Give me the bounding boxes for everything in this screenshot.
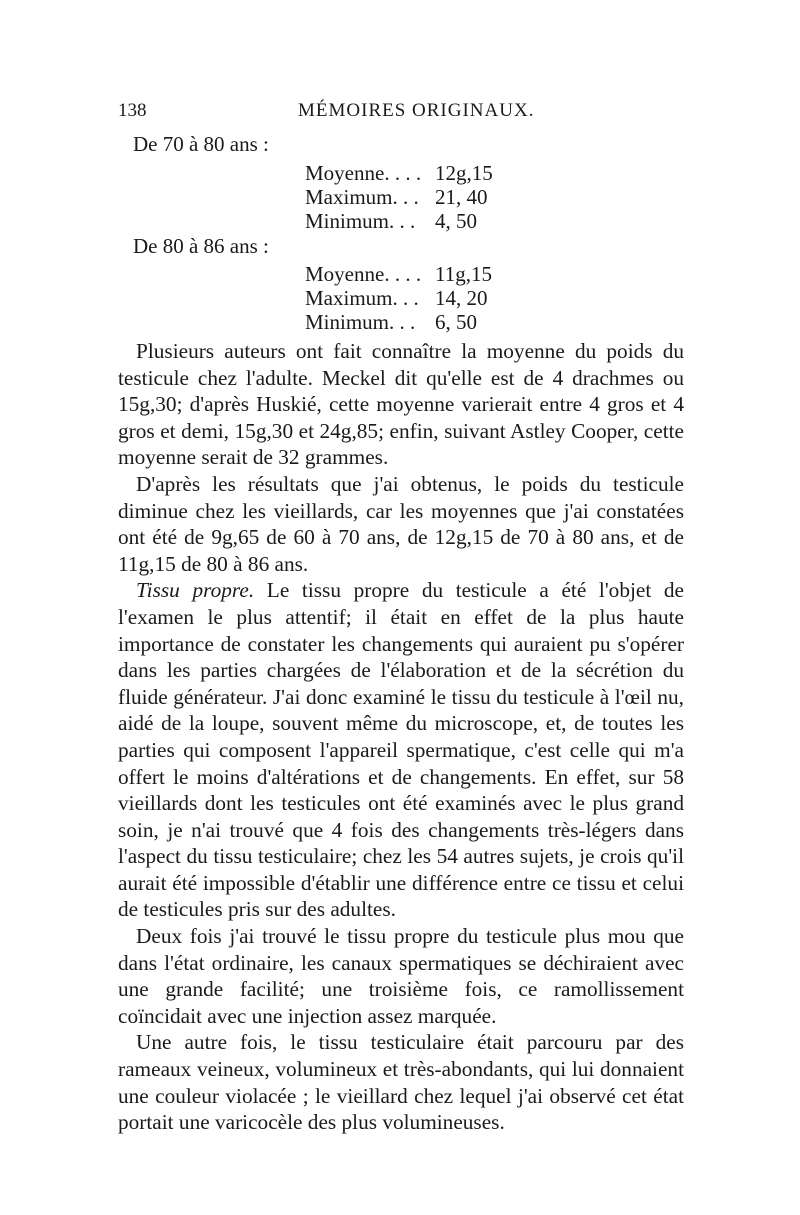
body-text: [118, 338, 684, 1136]
stat-value: 21, 40: [435, 185, 488, 209]
running-title: MÉMOIRES ORIGINAUX.: [298, 100, 535, 121]
stat-value: 11g,15: [435, 262, 492, 286]
paragraph: Une autre fois, le tissu testiculaire était parcouru par des rameaux veineux, volumineux et très-abondants, qui lui donnaient une couleur violacée ; le vieillard chez lequel j'ai observé cet état portait une varicocèle des plus volumineuses.: [118, 1030, 684, 1135]
paragraph: Deux fois j'ai trouvé le tissu propre du testicule plus mou que dans l'état ordinaire, les canaux spermatiques se déchiraient avec une grande facilité; une troisième fois, ce ramollissement coïncidait avec une injection assez marquée.: [118, 924, 684, 1028]
stat-row-mean: [305, 161, 505, 185]
paragraph: [118, 577, 684, 923]
stat-label: Maximum. . .: [305, 185, 419, 209]
paragraph: D'après les résultats que j'ai obtenus, le poids du testicule diminue chez les vieillards, car les moyennes que j'ai constatées ont été de 9g,65 de 60 à 70 ans, de 12g,15 de 70 à 80 ans, et de 11g,15 de 80 à 86 ans.: [118, 471, 684, 576]
stat-label: Maximum. . .: [305, 286, 419, 310]
paragraph: Plusieurs auteurs ont fait connaître la moyenne du poids du testicule chez l'adulte. Meckel dit qu'elle est de 4 drachmes ou 15g,30; d'après Huskié, cette moyenne varierait entre 4 gros et 4 gros et demi, 15g,30 et 24g,85; enfin, suivant Astley Cooper, cette moyenne serait de 32 grammes.: [118, 339, 684, 470]
stat-value: 14, 20: [435, 286, 488, 310]
stat-value: 4, 50: [435, 209, 477, 233]
stats-table-70-80: [305, 161, 505, 233]
age-group-heading-70-80: De 70 à 80 ans :: [133, 132, 269, 156]
paragraph-text: Le tissu propre du testicule a été l'objet de l'examen le plus attentif; il était en effet de la plus haute importance de constater les changements qui auraient pu s'opérer dans les parties chargées de l'élaboration et de la sécrétion du fluide générateur. J'ai donc examiné le tissu du testicule à l'œil nu, aidé de la loupe, souvent même du microscope, et, de toutes les parties qui composent l'appareil spermatique, c'est celle qui m'a offert le moins d'altérations et de changements. En effet, sur 58 vieillards dont les testicules ont été examinés avec le plus grand soin, je n'ai trouvé que 4 fois des changements très-légers dans l'aspect du tissu testiculaire; chez les 54 autres sujets, je crois qu'il aurait été impossible d'établir une différence entre ce tissu et celui de testicules pris sur des adultes.: [118, 578, 684, 922]
stat-label: Minimum. . .: [305, 310, 416, 334]
page-header: [118, 100, 698, 130]
stat-value: 6, 50: [435, 310, 477, 334]
stat-row-mean: [305, 262, 505, 286]
stat-row-min: [305, 209, 505, 233]
stat-value: 12g,15: [435, 161, 493, 185]
stat-label: Moyenne. . . .: [305, 262, 422, 286]
paragraph-lead: Tissu propre.: [136, 578, 255, 603]
stat-row-min: [305, 310, 505, 334]
page-number: 138: [118, 100, 147, 121]
stats-table-80-86: [305, 262, 505, 334]
stat-label: Minimum. . .: [305, 209, 416, 233]
stat-row-max: [305, 286, 505, 310]
stat-label: Moyenne. . . .: [305, 161, 422, 185]
age-group-heading-80-86: De 80 à 86 ans :: [133, 234, 269, 258]
stat-row-max: [305, 185, 505, 209]
